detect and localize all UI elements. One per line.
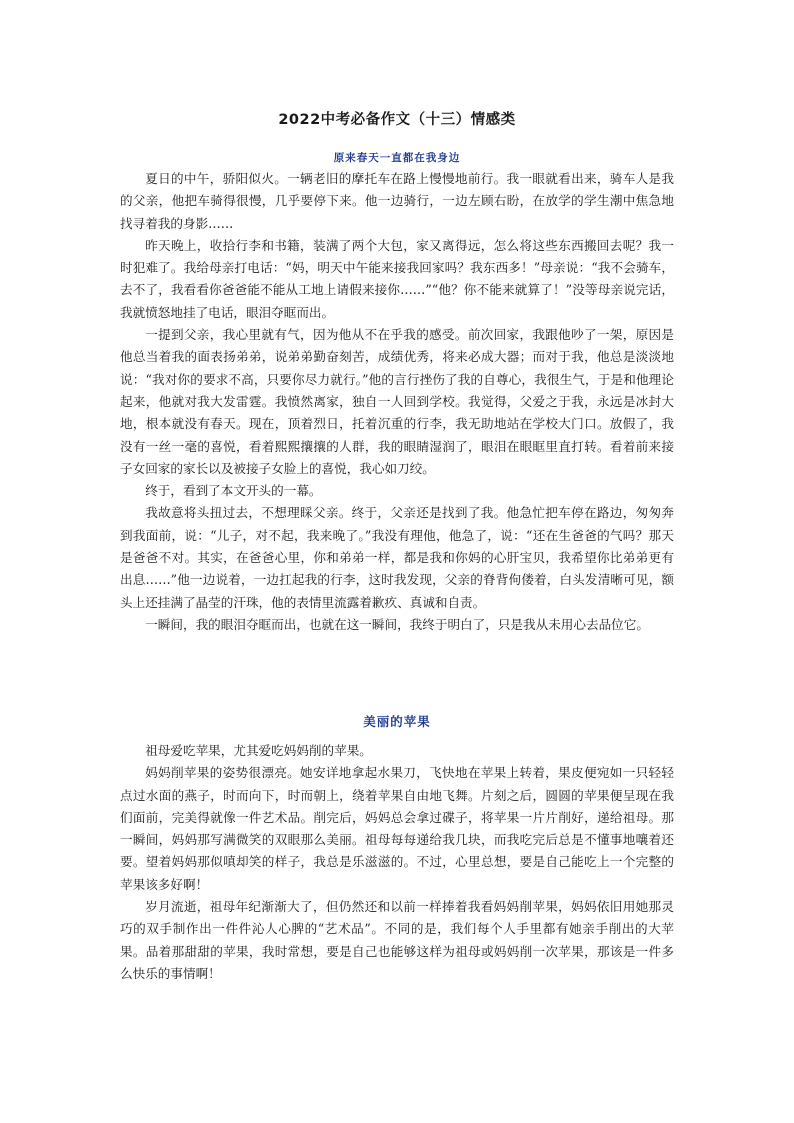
paragraph: 昨天晚上，收拾行李和书籍，装满了两个大包，家又离得远，怎么将这些东西搬回去呢？我一时犯难了。我给母亲打电话：“妈，明天中午能来接我回家吗？我东西多！”母亲说：“我不会骑车，去不了，我看看你爸爸能不能从工地上请假来接你……”“他？你不能来就算了！”没等母亲说完话，我就愤怒地挂了电话，眼泪夺眶而出。 bbox=[120, 237, 674, 320]
essay1-body bbox=[120, 168, 674, 636]
essay1-heading: 原来春天一直都在我身边 bbox=[333, 152, 461, 164]
paragraph: 祖母爱吃苹果，尤其爱吃妈妈削的苹果。 bbox=[145, 743, 372, 758]
paragraph: 妈妈削苹果的姿势很漂亮。她安详地拿起水果刀，飞快地在苹果上转着，果皮便宛如一只轻轻点过水面的燕子，时而向下，时而朝上，绕着苹果自由地飞舞。片刻之后，圆圆的苹果便呈现在我们面前，完美得就像一件艺术品。削完后，妈妈总会拿过碟子，将苹果一片片削好，递给祖母。那一瞬间，妈妈那写满微笑的双眼那么美丽。祖母每每递给我几块，而我吃完后总是不懂事地嚷着还要。望着妈妈那似嗔却笑的样子，我总是乐滋滋的。不过，心里总想，要是自己能吃上一个完整的苹果该多好啊！ bbox=[120, 765, 674, 892]
paragraph: 一提到父亲，我心里就有气，因为他从不在乎我的感受。前次回家，我跟他吵了一架，原因是他总当着我的面表扬弟弟，说弟弟勤奋刻苦，成绩优秀，将来必成大器；而对于我，他总是淡淡地说：“我对你的要求不高，只要你尽力就行。”他的言行挫伤了我的自尊心，我很生气，于是和他理论起来，他就对我大发雷霆。我愤然离家，独自一人回到学校。我觉得，父爱之于我，永远是冰封大地，根本就没有春天。现在，顶着烈日，托着沉重的行李，我无助地站在学校大门口。放假了，我没有一丝一毫的喜悦，看着熙熙攘攘的人群，我的眼睛湿润了，眼泪在眼眶里直打转。看着前来接子女回家的家长以及被接子女脸上的喜悦，我心如刀绞。 bbox=[120, 327, 674, 476]
paragraph: 我故意将头扭过去，不想理睬父亲。终于，父亲还是找到了我。他急忙把车停在路边，匆匆奔到我面前，说：“儿子，对不起，我来晚了。”我没有理他，他急了，说：“还在生爸爸的气吗？那天是爸爸不对。其实，在爸爸心里，你和弟弟一样，都是我和你妈的心肝宝贝，我希望你比弟弟更有出息……”他一边说着，一边扛起我的行李，这时我发现，父亲的脊背佝偻着，白头发清晰可见，额头上还挂满了晶莹的汗珠，他的表情里流露着歉疚、真诚和自责。 bbox=[120, 505, 674, 610]
paragraph: 一瞬间，我的眼泪夺眶而出，也就在这一瞬间，我终于明白了，只是我从未用心去品位它。 bbox=[145, 616, 649, 632]
document-title: 2022中考必备作文（十三）情感类 bbox=[278, 112, 516, 128]
essay2-heading: 美丽的苹果 bbox=[363, 714, 431, 729]
essay2-body bbox=[120, 740, 674, 985]
paragraph: 终于，看到了本文开头的一幕。 bbox=[145, 483, 322, 499]
paragraph: 夏日的中午，骄阳似火。一辆老旧的摩托车在路上慢慢地前行。我一眼就看出来，骑车人是我的父亲，他把车骑得很慢，几乎要停下来。他一边骑行，一边左顾右盼，在放学的学生潮中焦急地找寻着我的身影…… bbox=[120, 171, 674, 231]
paragraph: 岁月流逝，祖母年纪渐渐大了，但仍然还和以前一样捧着我看妈妈削苹果，妈妈依旧用她那灵巧的双手制作出一件件沁人心脾的“艺术品”。不同的是，我们每个人手里都有她亲手削出的大苹果。品着那甜甜的苹果，我时常想，要是自己也能够这样为祖母或妈妈削一次苹果，那该是一件多么快乐的事情啊！ bbox=[120, 899, 674, 981]
